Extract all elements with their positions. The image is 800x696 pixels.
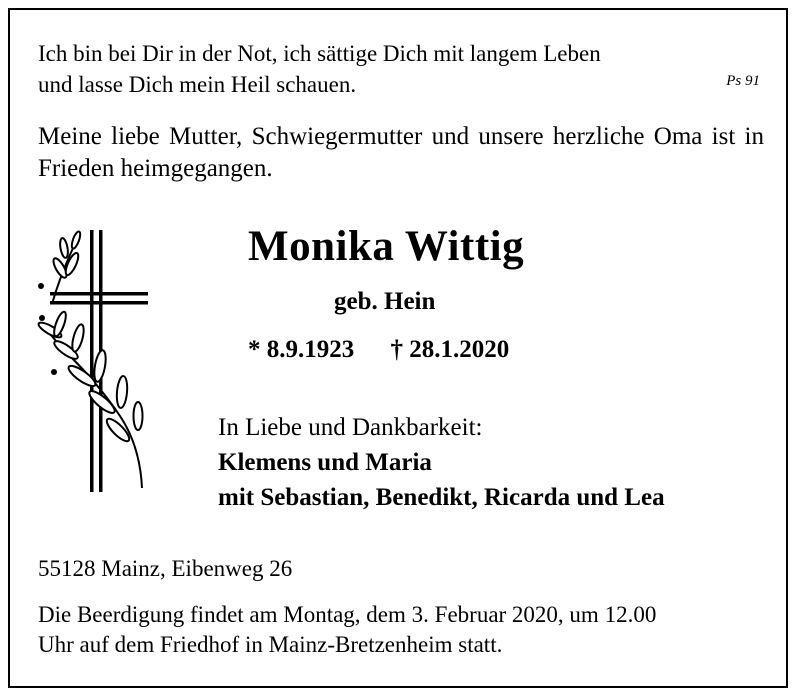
cross-with-olive-branch-icon [30, 226, 155, 496]
funeral-line-2: Uhr auf dem Friedhof in Mainz-Bretzenheim statt. [38, 632, 503, 657]
bible-verse [38, 38, 601, 100]
verse-line-1: Ich bin bei Dir in der Not, ich sättige Dich mit langem Leben [38, 41, 601, 66]
mourners-line-2: mit Sebastian, Benedikt, Ricarda und Lea [218, 484, 665, 511]
death-date: † 28.1.2020 [390, 336, 510, 363]
funeral-line-1: Die Beerdigung findet am Montag, dem 3. Februar 2020, um 12.00 [38, 602, 657, 627]
deceased-name: Monika Wittig [248, 223, 525, 270]
mourners-line-1: Klemens und Maria [218, 449, 432, 476]
mourners-label: In Liebe und Dankbarkeit: [218, 414, 483, 441]
birth-date: * 8.9.1923 [248, 336, 355, 363]
verse-reference: Ps 91 [726, 73, 760, 89]
intro-text: Meine liebe Mutter, Schwiegermutter und unsere herzliche Oma ist in Frieden heimgegangen. [38, 123, 764, 182]
maiden-name: geb. Hein [334, 288, 436, 315]
verse-line-2: und lasse Dich mein Heil schauen. [38, 72, 357, 97]
life-dates [248, 336, 509, 364]
address: 55128 Mainz, Eibenweg 26 [38, 556, 293, 581]
funeral-notice [38, 600, 656, 660]
